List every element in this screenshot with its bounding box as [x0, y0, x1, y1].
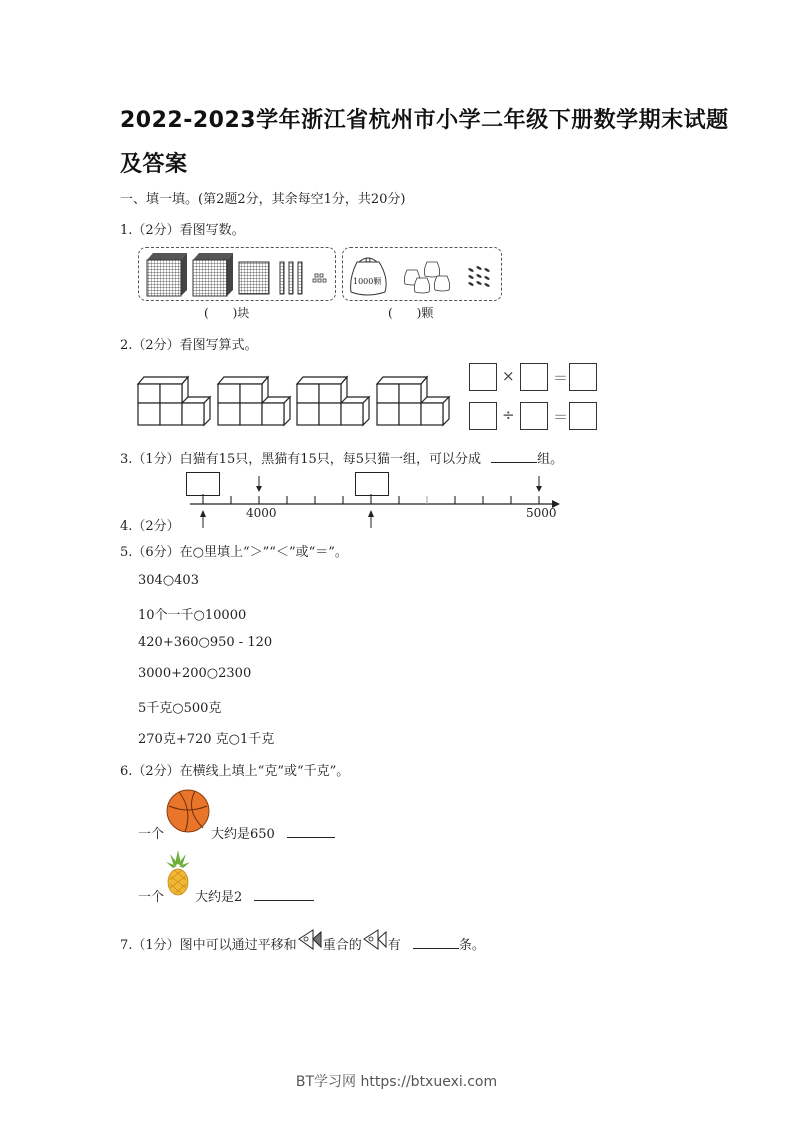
block-group — [138, 377, 210, 425]
answer-box[interactable] — [569, 363, 597, 391]
answer-box[interactable] — [520, 363, 548, 391]
q5-item: 420+360○950 - 120 — [138, 635, 273, 650]
q5-item: 304○403 — [138, 573, 199, 588]
q1-label: 1.（2分）看图写数。 — [120, 223, 245, 238]
document-title-line1: 2022-2023学年浙江省杭州市小学二年级下册数学期末试题 — [120, 108, 729, 133]
document-title-line2: 及答案 — [120, 152, 188, 177]
q6-item2-prefix: 一个 — [138, 890, 165, 905]
q3-suffix: 组。 — [537, 452, 564, 467]
q5-item: 3000+200○2300 — [138, 666, 252, 681]
q6-item1-prefix: 一个 — [138, 827, 165, 842]
q6-item1-text — [211, 823, 335, 842]
svg-text:1000颗: 1000颗 — [353, 277, 382, 286]
down-arrow-icon — [536, 476, 542, 492]
q7-answer-blank[interactable] — [413, 936, 459, 949]
q2-block-groups — [136, 372, 466, 428]
block-group — [377, 377, 449, 425]
tick-label-4000: 4000 — [246, 506, 277, 520]
q6-answer-blank-1[interactable] — [287, 825, 335, 838]
multiply-sign: × — [502, 367, 515, 385]
block-group — [297, 377, 369, 425]
q4-number-line — [180, 470, 565, 530]
base-ten-blocks-icon — [139, 248, 335, 300]
basketball-icon — [165, 788, 211, 834]
down-arrow-icon — [256, 476, 262, 492]
section-header: 一、填一填。(第2题2分，其余每空1分，共20分) — [120, 192, 406, 207]
q1-left-caption: ( )块 — [204, 306, 250, 320]
number-line-axis — [180, 470, 565, 530]
seed-bags-icon — [343, 248, 501, 300]
fish-icon — [362, 929, 388, 951]
divide-sign: ÷ — [502, 406, 515, 424]
equals-sign: ＝ — [553, 369, 569, 387]
q5-item: 10个一千○10000 — [138, 608, 247, 623]
answer-box[interactable] — [520, 402, 548, 430]
q5-item: 270克+720 克○1千克 — [138, 732, 275, 747]
footer-watermark: BT学习网 https://btxuexi.com — [295, 1074, 498, 1090]
q1-bags-figure — [342, 247, 502, 301]
q1-blocks-figure — [138, 247, 336, 301]
q7-question — [120, 929, 485, 953]
q3-answer-blank[interactable] — [491, 450, 537, 463]
fish-icon-shaded — [297, 929, 323, 951]
up-arrow-icon — [368, 510, 374, 528]
q7-part1: 7.（1分）图中可以通过平移和 — [120, 938, 297, 953]
q4-label: 4.（2分） — [120, 519, 180, 534]
q2-label: 2.（2分）看图写算式。 — [120, 338, 258, 353]
pineapple-icon — [163, 848, 193, 898]
equals-sign: ＝ — [553, 408, 569, 426]
q6-item2-text — [195, 886, 314, 905]
tick-label-5000: 5000 — [526, 506, 557, 520]
answer-box[interactable] — [569, 402, 597, 430]
q3-label: 3.（1分）白猫有15只，黑猫有15只，每5只猫一组，可以分成 — [120, 452, 482, 467]
q1-right-caption: ( )颗 — [388, 306, 434, 320]
q3-question — [120, 448, 563, 467]
block-group — [218, 377, 290, 425]
q7-suffix: 条。 — [458, 938, 485, 953]
answer-box[interactable] — [469, 402, 497, 430]
q6-item2-suffix: 大约是2 — [195, 890, 243, 905]
q6-label: 6.（2分）在横线上填上“克”或“千克”。 — [120, 764, 350, 779]
q6-answer-blank-2[interactable] — [254, 888, 314, 901]
up-arrow-icon — [200, 510, 206, 528]
q7-part3: 有 — [387, 938, 401, 953]
answer-box[interactable] — [469, 363, 497, 391]
q6-item1-suffix: 大约是650 — [211, 827, 275, 842]
q5-item: 5千克○500克 — [138, 701, 222, 716]
q5-label: 5.（6分）在○里填上“＞”“＜”或“＝”。 — [120, 545, 348, 560]
q7-part2: 重合的 — [322, 938, 362, 953]
